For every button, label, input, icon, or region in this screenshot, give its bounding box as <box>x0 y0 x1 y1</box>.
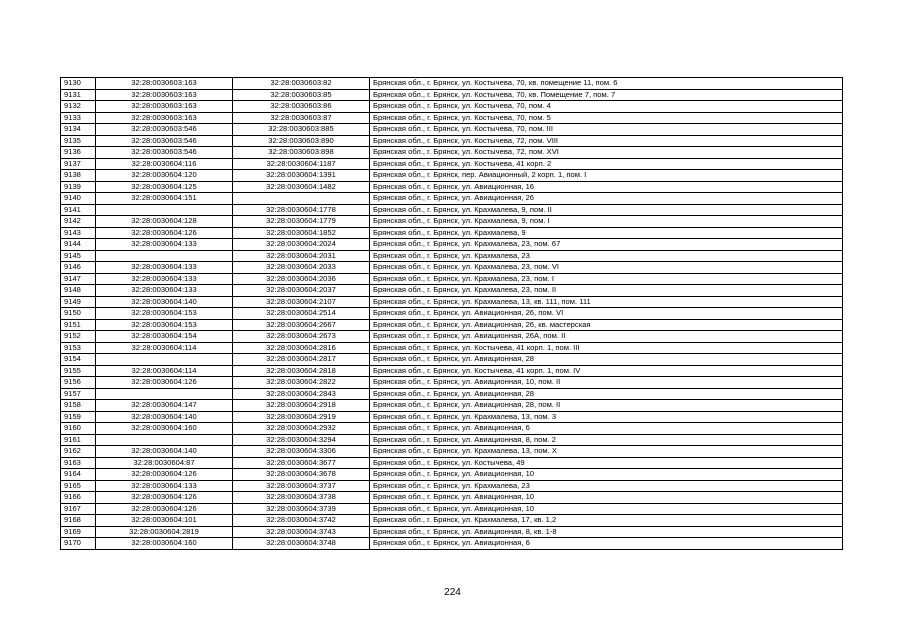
row-number-cell: 9158 <box>61 400 96 412</box>
address-cell: Брянская обл., г. Брянск, ул. Авиационная, 10 <box>370 469 843 481</box>
cadastral-number-cell: 32:28:0030604:2036 <box>233 273 370 285</box>
table-row <box>61 342 843 354</box>
row-number-cell: 9144 <box>61 239 96 251</box>
row-number-cell: 9141 <box>61 204 96 216</box>
parent-cadastral-number-cell: 32:28:0030604:101 <box>96 515 233 527</box>
address-cell: Брянская обл., г. Брянск, ул. Крахмалева, 23 <box>370 480 843 492</box>
address-cell: Брянская обл., г. Брянск, ул. Крахмалева, 13, кв. 111, пом. 111 <box>370 296 843 308</box>
address-cell: Брянская обл., г. Брянск, ул. Костычева, 70, пом. 4 <box>370 101 843 113</box>
row-number-cell: 9156 <box>61 377 96 389</box>
parent-cadastral-number-cell: 32:28:0030604:116 <box>96 158 233 170</box>
row-number-cell: 9162 <box>61 446 96 458</box>
address-cell: Брянская обл., г. Брянск, ул. Костычева, 41 корп. 1, пом. IV <box>370 365 843 377</box>
address-cell: Брянская обл., г. Брянск, пер. Авиационный, 2 корп. 1, пом. I <box>370 170 843 182</box>
parent-cadastral-number-cell: 32:28:0030603:163 <box>96 78 233 90</box>
registry-table-body <box>61 78 843 550</box>
parent-cadastral-number-cell: 32:28:0030603:163 <box>96 112 233 124</box>
address-cell: Брянская обл., г. Брянск, ул. Авиационная, 8, кв. 1-8 <box>370 526 843 538</box>
row-number-cell: 9140 <box>61 193 96 205</box>
cadastral-number-cell: 32:28:0030604:2667 <box>233 319 370 331</box>
parent-cadastral-number-cell: 32:28:0030604:126 <box>96 227 233 239</box>
cadastral-number-cell: 32:28:0030603:82 <box>233 78 370 90</box>
table-row <box>61 480 843 492</box>
address-cell: Брянская обл., г. Брянск, ул. Авиационная, 10 <box>370 503 843 515</box>
table-row <box>61 112 843 124</box>
address-cell: Брянская обл., г. Брянск, ул. Костычева, 70, кв. Помещение 7, пом. 7 <box>370 89 843 101</box>
row-number-cell: 9146 <box>61 262 96 274</box>
row-number-cell: 9150 <box>61 308 96 320</box>
cadastral-number-cell: 32:28:0030603:85 <box>233 89 370 101</box>
cadastral-number-cell: 32:28:0030604:3748 <box>233 538 370 550</box>
row-number-cell: 9155 <box>61 365 96 377</box>
table-row <box>61 354 843 366</box>
row-number-cell: 9131 <box>61 89 96 101</box>
row-number-cell: 9130 <box>61 78 96 90</box>
row-number-cell: 9148 <box>61 285 96 297</box>
table-row <box>61 469 843 481</box>
parent-cadastral-number-cell: 32:28:0030604:2819 <box>96 526 233 538</box>
parent-cadastral-number-cell: 32:28:0030604:140 <box>96 446 233 458</box>
address-cell: Брянская обл., г. Брянск, ул. Авиационная, 26, пом. VI <box>370 308 843 320</box>
cadastral-number-cell: 32:28:0030604:2107 <box>233 296 370 308</box>
table-row <box>61 124 843 136</box>
row-number-cell: 9138 <box>61 170 96 182</box>
row-number-cell: 9149 <box>61 296 96 308</box>
address-cell: Брянская обл., г. Брянск, ул. Костычева, 70, пом. III <box>370 124 843 136</box>
registry-table <box>60 77 843 550</box>
address-cell: Брянская обл., г. Брянск, ул. Авиационная, 26, кв. мастерская <box>370 319 843 331</box>
table-row <box>61 319 843 331</box>
address-cell: Брянская обл., г. Брянск, ул. Авиационная, 6 <box>370 538 843 550</box>
cadastral-number-cell: 32:28:0030604:2918 <box>233 400 370 412</box>
cadastral-number-cell: 32:28:0030604:2932 <box>233 423 370 435</box>
address-cell: Брянская обл., г. Брянск, ул. Авиационная, 10, пом. II <box>370 377 843 389</box>
table-row <box>61 423 843 435</box>
table-row <box>61 377 843 389</box>
table-row <box>61 227 843 239</box>
parent-cadastral-number-cell: 32:28:0030604:125 <box>96 181 233 193</box>
table-row <box>61 193 843 205</box>
address-cell: Брянская обл., г. Брянск, ул. Авиационная, 10 <box>370 492 843 504</box>
parent-cadastral-number-cell: 32:28:0030604:126 <box>96 503 233 515</box>
cadastral-number-cell: 32:28:0030604:3294 <box>233 434 370 446</box>
row-number-cell: 9139 <box>61 181 96 193</box>
row-number-cell: 9168 <box>61 515 96 527</box>
parent-cadastral-number-cell: 32:28:0030604:126 <box>96 469 233 481</box>
cadastral-number-cell: 32:28:0030604:2673 <box>233 331 370 343</box>
table-row <box>61 446 843 458</box>
page-number: 224 <box>444 587 461 598</box>
address-cell: Брянская обл., г. Брянск, ул. Авиационная, 28, пом. II <box>370 400 843 412</box>
address-cell: Брянская обл., г. Брянск, ул. Авиационная, 8, пом. 2 <box>370 434 843 446</box>
table-row <box>61 273 843 285</box>
address-cell: Брянская обл., г. Брянск, ул. Костычева, 72, пом. XVI <box>370 147 843 159</box>
table-row <box>61 250 843 262</box>
table-row <box>61 457 843 469</box>
table-row <box>61 434 843 446</box>
parent-cadastral-number-cell: 32:28:0030604:120 <box>96 170 233 182</box>
row-number-cell: 9137 <box>61 158 96 170</box>
parent-cadastral-number-cell: 32:28:0030604:133 <box>96 262 233 274</box>
table-row <box>61 503 843 515</box>
parent-cadastral-number-cell: 32:28:0030604:126 <box>96 492 233 504</box>
cadastral-number-cell: 32:28:0030603:86 <box>233 101 370 113</box>
cadastral-number-cell: 32:28:0030604:3739 <box>233 503 370 515</box>
parent-cadastral-number-cell: 32:28:0030604:151 <box>96 193 233 205</box>
row-number-cell: 9142 <box>61 216 96 228</box>
row-number-cell: 9132 <box>61 101 96 113</box>
cadastral-number-cell: 32:28:0030604:2037 <box>233 285 370 297</box>
table-row <box>61 526 843 538</box>
table-row <box>61 216 843 228</box>
cadastral-number-cell: 32:28:0030604:2818 <box>233 365 370 377</box>
table-row <box>61 147 843 159</box>
cadastral-number-cell: 32:28:0030604:3737 <box>233 480 370 492</box>
cadastral-number-cell: 32:28:0030604:2843 <box>233 388 370 400</box>
row-number-cell: 9143 <box>61 227 96 239</box>
address-cell: Брянская обл., г. Брянск, ул. Костычева, 70, кв. помещение 11, пом. 6 <box>370 78 843 90</box>
row-number-cell: 9167 <box>61 503 96 515</box>
parent-cadastral-number-cell: 32:28:0030603:546 <box>96 124 233 136</box>
cadastral-number-cell: 32:28:0030604:2816 <box>233 342 370 354</box>
parent-cadastral-number-cell: 32:28:0030604:126 <box>96 377 233 389</box>
address-cell: Брянская обл., г. Брянск, ул. Крахмалева, 9 <box>370 227 843 239</box>
row-number-cell: 9147 <box>61 273 96 285</box>
cadastral-number-cell: 32:28:0030604:1482 <box>233 181 370 193</box>
parent-cadastral-number-cell: 32:28:0030603:546 <box>96 147 233 159</box>
row-number-cell: 9169 <box>61 526 96 538</box>
parent-cadastral-number-cell: 32:28:0030604:140 <box>96 296 233 308</box>
parent-cadastral-number-cell: 32:28:0030603:163 <box>96 89 233 101</box>
cadastral-number-cell <box>233 193 370 205</box>
parent-cadastral-number-cell: 32:28:0030603:546 <box>96 135 233 147</box>
row-number-cell: 9152 <box>61 331 96 343</box>
address-cell: Брянская обл., г. Брянск, ул. Крахмалева, 23, пом. I <box>370 273 843 285</box>
row-number-cell: 9170 <box>61 538 96 550</box>
row-number-cell: 9159 <box>61 411 96 423</box>
parent-cadastral-number-cell: 32:28:0030604:133 <box>96 239 233 251</box>
row-number-cell: 9165 <box>61 480 96 492</box>
address-cell: Брянская обл., г. Брянск, ул. Костычева, 70, пом. 5 <box>370 112 843 124</box>
cadastral-number-cell: 32:28:0030603:898 <box>233 147 370 159</box>
row-number-cell: 9133 <box>61 112 96 124</box>
parent-cadastral-number-cell: 32:28:0030604:133 <box>96 273 233 285</box>
row-number-cell: 9161 <box>61 434 96 446</box>
row-number-cell: 9151 <box>61 319 96 331</box>
cadastral-number-cell: 32:28:0030604:2024 <box>233 239 370 251</box>
parent-cadastral-number-cell: 32:28:0030603:163 <box>96 101 233 113</box>
cadastral-number-cell: 32:28:0030604:2033 <box>233 262 370 274</box>
row-number-cell: 9154 <box>61 354 96 366</box>
address-cell: Брянская обл., г. Брянск, ул. Авиационная, 26А, пом. II <box>370 331 843 343</box>
cadastral-number-cell: 32:28:0030603:87 <box>233 112 370 124</box>
cadastral-number-cell: 32:28:0030604:1778 <box>233 204 370 216</box>
parent-cadastral-number-cell <box>96 204 233 216</box>
address-cell: Брянская обл., г. Брянск, ул. Крахмалева, 17, кв. 1,2 <box>370 515 843 527</box>
address-cell: Брянская обл., г. Брянск, ул. Крахмалева, 23 <box>370 250 843 262</box>
parent-cadastral-number-cell: 32:28:0030604:87 <box>96 457 233 469</box>
address-cell: Брянская обл., г. Брянск, ул. Костычева, 41 корп. 1, пом. III <box>370 342 843 354</box>
address-cell: Брянская обл., г. Брянск, ул. Костычева, 41 корп. 2 <box>370 158 843 170</box>
address-cell: Брянская обл., г. Брянск, ул. Авиационная, 28 <box>370 388 843 400</box>
parent-cadastral-number-cell <box>96 388 233 400</box>
parent-cadastral-number-cell: 32:28:0030604:147 <box>96 400 233 412</box>
address-cell: Брянская обл., г. Брянск, ул. Крахмалева, 9, пом. I <box>370 216 843 228</box>
cadastral-number-cell: 32:28:0030604:3677 <box>233 457 370 469</box>
parent-cadastral-number-cell: 32:28:0030604:153 <box>96 319 233 331</box>
address-cell: Брянская обл., г. Брянск, ул. Крахмалева, 23, пом. II <box>370 285 843 297</box>
cadastral-number-cell: 32:28:0030604:1187 <box>233 158 370 170</box>
table-row <box>61 181 843 193</box>
row-number-cell: 9160 <box>61 423 96 435</box>
cadastral-number-cell: 32:28:0030603:890 <box>233 135 370 147</box>
parent-cadastral-number-cell <box>96 354 233 366</box>
row-number-cell: 9157 <box>61 388 96 400</box>
cadastral-number-cell: 32:28:0030604:3743 <box>233 526 370 538</box>
address-cell: Брянская обл., г. Брянск, ул. Авиационная, 16 <box>370 181 843 193</box>
row-number-cell: 9163 <box>61 457 96 469</box>
address-cell: Брянская обл., г. Брянск, ул. Крахмалева, 23, пом. VI <box>370 262 843 274</box>
address-cell: Брянская обл., г. Брянск, ул. Крахмалева, 23, пом. 67 <box>370 239 843 251</box>
table-row <box>61 538 843 550</box>
cadastral-number-cell: 32:28:0030604:2822 <box>233 377 370 389</box>
table-row <box>61 89 843 101</box>
table-row <box>61 308 843 320</box>
table-row <box>61 411 843 423</box>
cadastral-number-cell: 32:28:0030604:1391 <box>233 170 370 182</box>
row-number-cell: 9134 <box>61 124 96 136</box>
cadastral-number-cell: 32:28:0030604:2817 <box>233 354 370 366</box>
cadastral-number-cell: 32:28:0030603:885 <box>233 124 370 136</box>
table-row <box>61 296 843 308</box>
table-row <box>61 388 843 400</box>
cadastral-number-cell: 32:28:0030604:1852 <box>233 227 370 239</box>
table-row <box>61 239 843 251</box>
parent-cadastral-number-cell: 32:28:0030604:140 <box>96 411 233 423</box>
cadastral-number-cell: 32:28:0030604:3742 <box>233 515 370 527</box>
table-row <box>61 492 843 504</box>
table-row <box>61 285 843 297</box>
address-cell: Брянская обл., г. Брянск, ул. Авиационная, 28 <box>370 354 843 366</box>
parent-cadastral-number-cell <box>96 434 233 446</box>
table-row <box>61 331 843 343</box>
parent-cadastral-number-cell: 32:28:0030604:160 <box>96 538 233 550</box>
table-row <box>61 135 843 147</box>
parent-cadastral-number-cell: 32:28:0030604:128 <box>96 216 233 228</box>
parent-cadastral-number-cell <box>96 250 233 262</box>
table-row <box>61 158 843 170</box>
table-row <box>61 515 843 527</box>
address-cell: Брянская обл., г. Брянск, ул. Крахмалева, 13, пом. X <box>370 446 843 458</box>
parent-cadastral-number-cell: 32:28:0030604:154 <box>96 331 233 343</box>
cadastral-number-cell: 32:28:0030604:3738 <box>233 492 370 504</box>
cadastral-number-cell: 32:28:0030604:3306 <box>233 446 370 458</box>
row-number-cell: 9145 <box>61 250 96 262</box>
parent-cadastral-number-cell: 32:28:0030604:160 <box>96 423 233 435</box>
cadastral-number-cell: 32:28:0030604:2919 <box>233 411 370 423</box>
address-cell: Брянская обл., г. Брянск, ул. Крахмалева, 9, пом. II <box>370 204 843 216</box>
row-number-cell: 9153 <box>61 342 96 354</box>
table-row <box>61 262 843 274</box>
table-row <box>61 400 843 412</box>
table-row <box>61 204 843 216</box>
parent-cadastral-number-cell: 32:28:0030604:153 <box>96 308 233 320</box>
row-number-cell: 9164 <box>61 469 96 481</box>
address-cell: Брянская обл., г. Брянск, ул. Авиационная, 6 <box>370 423 843 435</box>
cadastral-number-cell: 32:28:0030604:1779 <box>233 216 370 228</box>
parent-cadastral-number-cell: 32:28:0030604:133 <box>96 285 233 297</box>
address-cell: Брянская обл., г. Брянск, ул. Костычева, 72, пом. VIII <box>370 135 843 147</box>
address-cell: Брянская обл., г. Брянск, ул. Авиационная, 26 <box>370 193 843 205</box>
cadastral-number-cell: 32:28:0030604:2514 <box>233 308 370 320</box>
address-cell: Брянская обл., г. Брянск, ул. Костычева, 49 <box>370 457 843 469</box>
parent-cadastral-number-cell: 32:28:0030604:133 <box>96 480 233 492</box>
cadastral-number-cell: 32:28:0030604:3678 <box>233 469 370 481</box>
row-number-cell: 9136 <box>61 147 96 159</box>
table-row <box>61 365 843 377</box>
address-cell: Брянская обл., г. Брянск, ул. Крахмалева, 13, пом. 3 <box>370 411 843 423</box>
table-row <box>61 78 843 90</box>
row-number-cell: 9166 <box>61 492 96 504</box>
cadastral-number-cell: 32:28:0030604:2031 <box>233 250 370 262</box>
row-number-cell: 9135 <box>61 135 96 147</box>
parent-cadastral-number-cell: 32:28:0030604:114 <box>96 365 233 377</box>
table-row <box>61 101 843 113</box>
table-row <box>61 170 843 182</box>
parent-cadastral-number-cell: 32:28:0030604:114 <box>96 342 233 354</box>
